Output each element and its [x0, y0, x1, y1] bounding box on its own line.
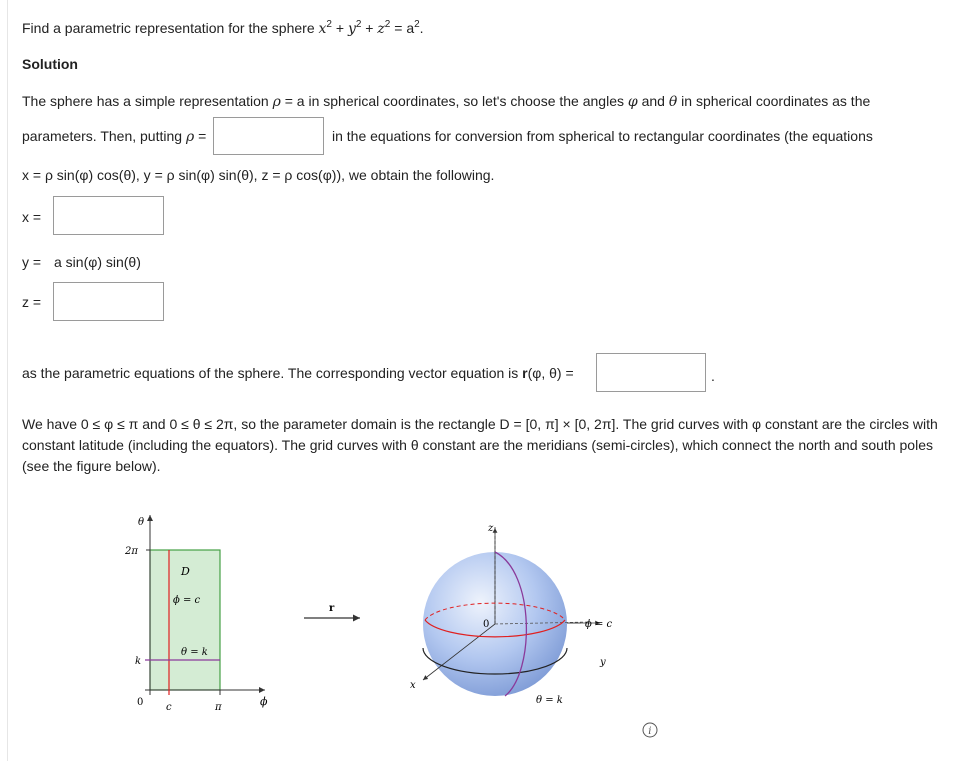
y-equation-value: a sin(φ) sin(θ): [54, 254, 141, 270]
exp: 2: [355, 19, 362, 30]
period: .: [419, 20, 424, 36]
domain-label: D: [181, 565, 190, 578]
phi-symbol: φ: [627, 94, 638, 110]
equals: =: [390, 20, 407, 36]
text: =: [194, 128, 207, 144]
solution-heading: Solution: [22, 56, 78, 72]
sphere-figure: [395, 512, 635, 712]
problem-text: Find a parametric representation for the sphere: [22, 20, 319, 36]
plus: +: [361, 20, 378, 36]
var-y: y: [347, 21, 356, 37]
z-axis-label: z: [488, 523, 494, 534]
rho-symbol: ρ: [185, 129, 195, 145]
text: as the parametric equations of the sphere. The corresponding vector equation is: [22, 365, 523, 381]
text: The sphere has a simple representation: [22, 93, 273, 109]
c-label: c: [166, 702, 172, 713]
rho-symbol: ρ: [272, 94, 281, 110]
z-answer-input[interactable]: [53, 282, 164, 321]
para1-line2-cont: in the equations for conversion from spherical to rectangular coordinates (the equations: [332, 128, 873, 144]
text: parameters. Then, putting: [22, 128, 186, 144]
exp: 2: [414, 19, 420, 30]
sphere-theta-k-label: θ = k: [536, 695, 563, 706]
svg-text:i: i: [648, 726, 652, 737]
para1-line2: [22, 128, 206, 145]
pi-label: π: [215, 702, 222, 713]
k-label: k: [135, 656, 142, 667]
x-axis-label: x: [410, 680, 416, 691]
phi-c-label: ϕ = c: [173, 595, 201, 606]
var-a: a: [406, 20, 415, 36]
theta-k-label: θ = k: [181, 647, 208, 658]
vector-period: .: [711, 368, 715, 384]
zero-label: 0: [137, 697, 144, 708]
vector-answer-input[interactable]: [596, 353, 706, 392]
text: and: [637, 93, 669, 109]
theta-symbol: θ: [668, 94, 678, 110]
vector-equation-line: [22, 365, 574, 381]
r-bold: r: [522, 365, 528, 381]
left-border: [7, 0, 8, 761]
phi-axis-label: ϕ: [260, 695, 268, 708]
info-icon[interactable]: [642, 722, 658, 738]
text: in spherical coordinates as the: [677, 93, 871, 109]
domain-figure: [115, 505, 285, 715]
theta-axis-label: θ: [138, 517, 145, 528]
var-x: x: [318, 21, 327, 37]
x-equation-label: x =: [22, 209, 42, 225]
y-equation-label: y =: [22, 254, 42, 270]
y-axis-label: y: [600, 657, 606, 668]
sphere-phi-c-label: ϕ = c: [585, 619, 613, 630]
rho-answer-input[interactable]: [213, 117, 324, 155]
r-args: (φ, θ) =: [527, 365, 574, 381]
para2: We have 0 ≤ φ ≤ π and 0 ≤ θ ≤ 2π, so the parameter domain is the rectangle D = [0, π] × [0, 2π]. The grid curves with φ constant are the circles with constant latitude (including the equators). The grid curves with θ constant are the meridians (semi-circles), which connect the north and south poles (see the figure below).: [22, 416, 938, 474]
two-pi-label: 2π: [125, 546, 138, 557]
problem-statement: [22, 20, 424, 37]
mapping-arrow: [300, 598, 370, 628]
arrow-r-label: r: [329, 603, 335, 614]
exp: 2: [326, 19, 332, 30]
origin-label: 0: [483, 619, 490, 630]
exp: 2: [384, 19, 391, 30]
para1-line3: x = ρ sin(φ) cos(θ), y = ρ sin(φ) sin(θ), z = ρ cos(φ)), we obtain the following.: [22, 167, 495, 183]
text: = a in spherical coordinates, so let's choose the angles: [280, 93, 628, 109]
var-z: z: [377, 21, 385, 37]
x-answer-input[interactable]: [53, 196, 164, 235]
z-equation-label: z =: [22, 294, 42, 310]
plus: +: [331, 20, 348, 36]
para1-line1: [22, 93, 870, 110]
